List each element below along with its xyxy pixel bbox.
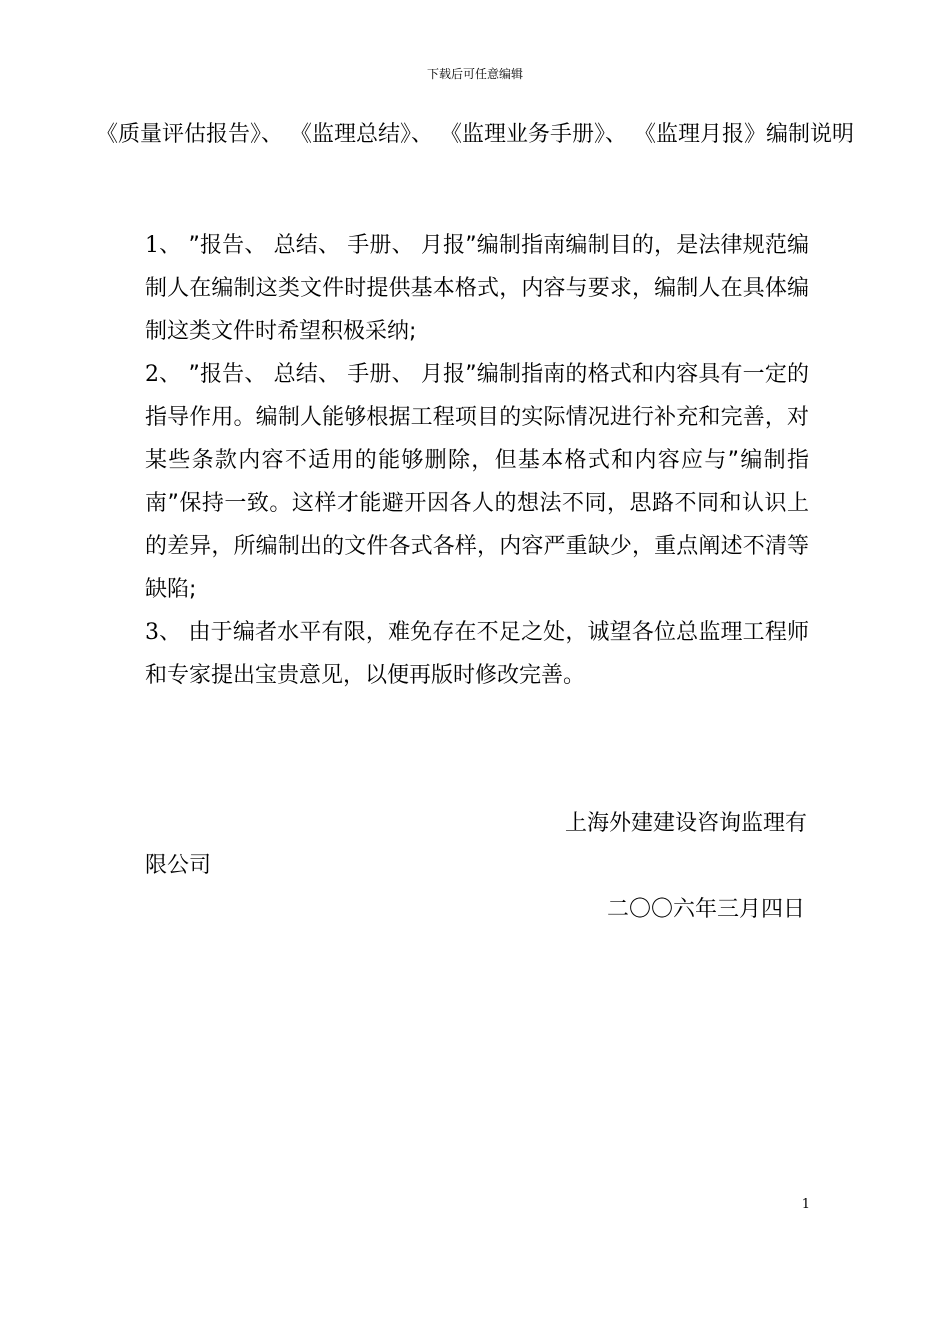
paragraph-2-text: 、 ”报告、 总结、 手册、 月报”编制指南的格式和内容具有一定的指导作用。编制人能够根据工程项目的实际情况进行补充和完善，对某些条款内容不适用的能够删除，但基本格式和内容应与”编制指南”保持一致。这样才能避开因各人的想法不同，思路不同和认识上的差异，所编制出的文件各式各样，内容严重缺少，重点阐述不清等缺陷;	[145, 362, 809, 602]
paragraph-3	[145, 611, 809, 697]
header-note: 下载后可任意编辑	[426, 67, 523, 81]
paragraph-3-number: 3	[145, 620, 159, 645]
paragraph-2	[145, 353, 809, 611]
paragraph-1	[145, 224, 809, 353]
document-body	[145, 224, 809, 697]
company-name-line-1: 上海外建建设咨询监理有	[564, 811, 807, 836]
paragraph-2-number: 2	[145, 362, 159, 387]
page-number: 1	[801, 1197, 810, 1212]
paragraph-3-text: 、 由于编者水平有限，难免存在不足之处，诚望各位总监理工程师和专家提出宝贵意见，以便再版时修改完善。	[145, 620, 809, 688]
paragraph-1-text: 、 ”报告、 总结、 手册、 月报”编制指南编制目的，是法律规范编制人在编制这类文件时提供基本格式，内容与要求，编制人在具体编制这类文件时希望积极采纳;	[145, 233, 809, 344]
paragraph-1-number: 1	[145, 233, 159, 258]
company-name-line-2: 限公司	[145, 853, 212, 878]
signature-date: 二〇〇六年三月四日	[606, 897, 805, 922]
document-title: 《质量评估报告》、 《监理总结》、 《监理业务手册》、 《监理月报》编制说明	[96, 122, 854, 147]
